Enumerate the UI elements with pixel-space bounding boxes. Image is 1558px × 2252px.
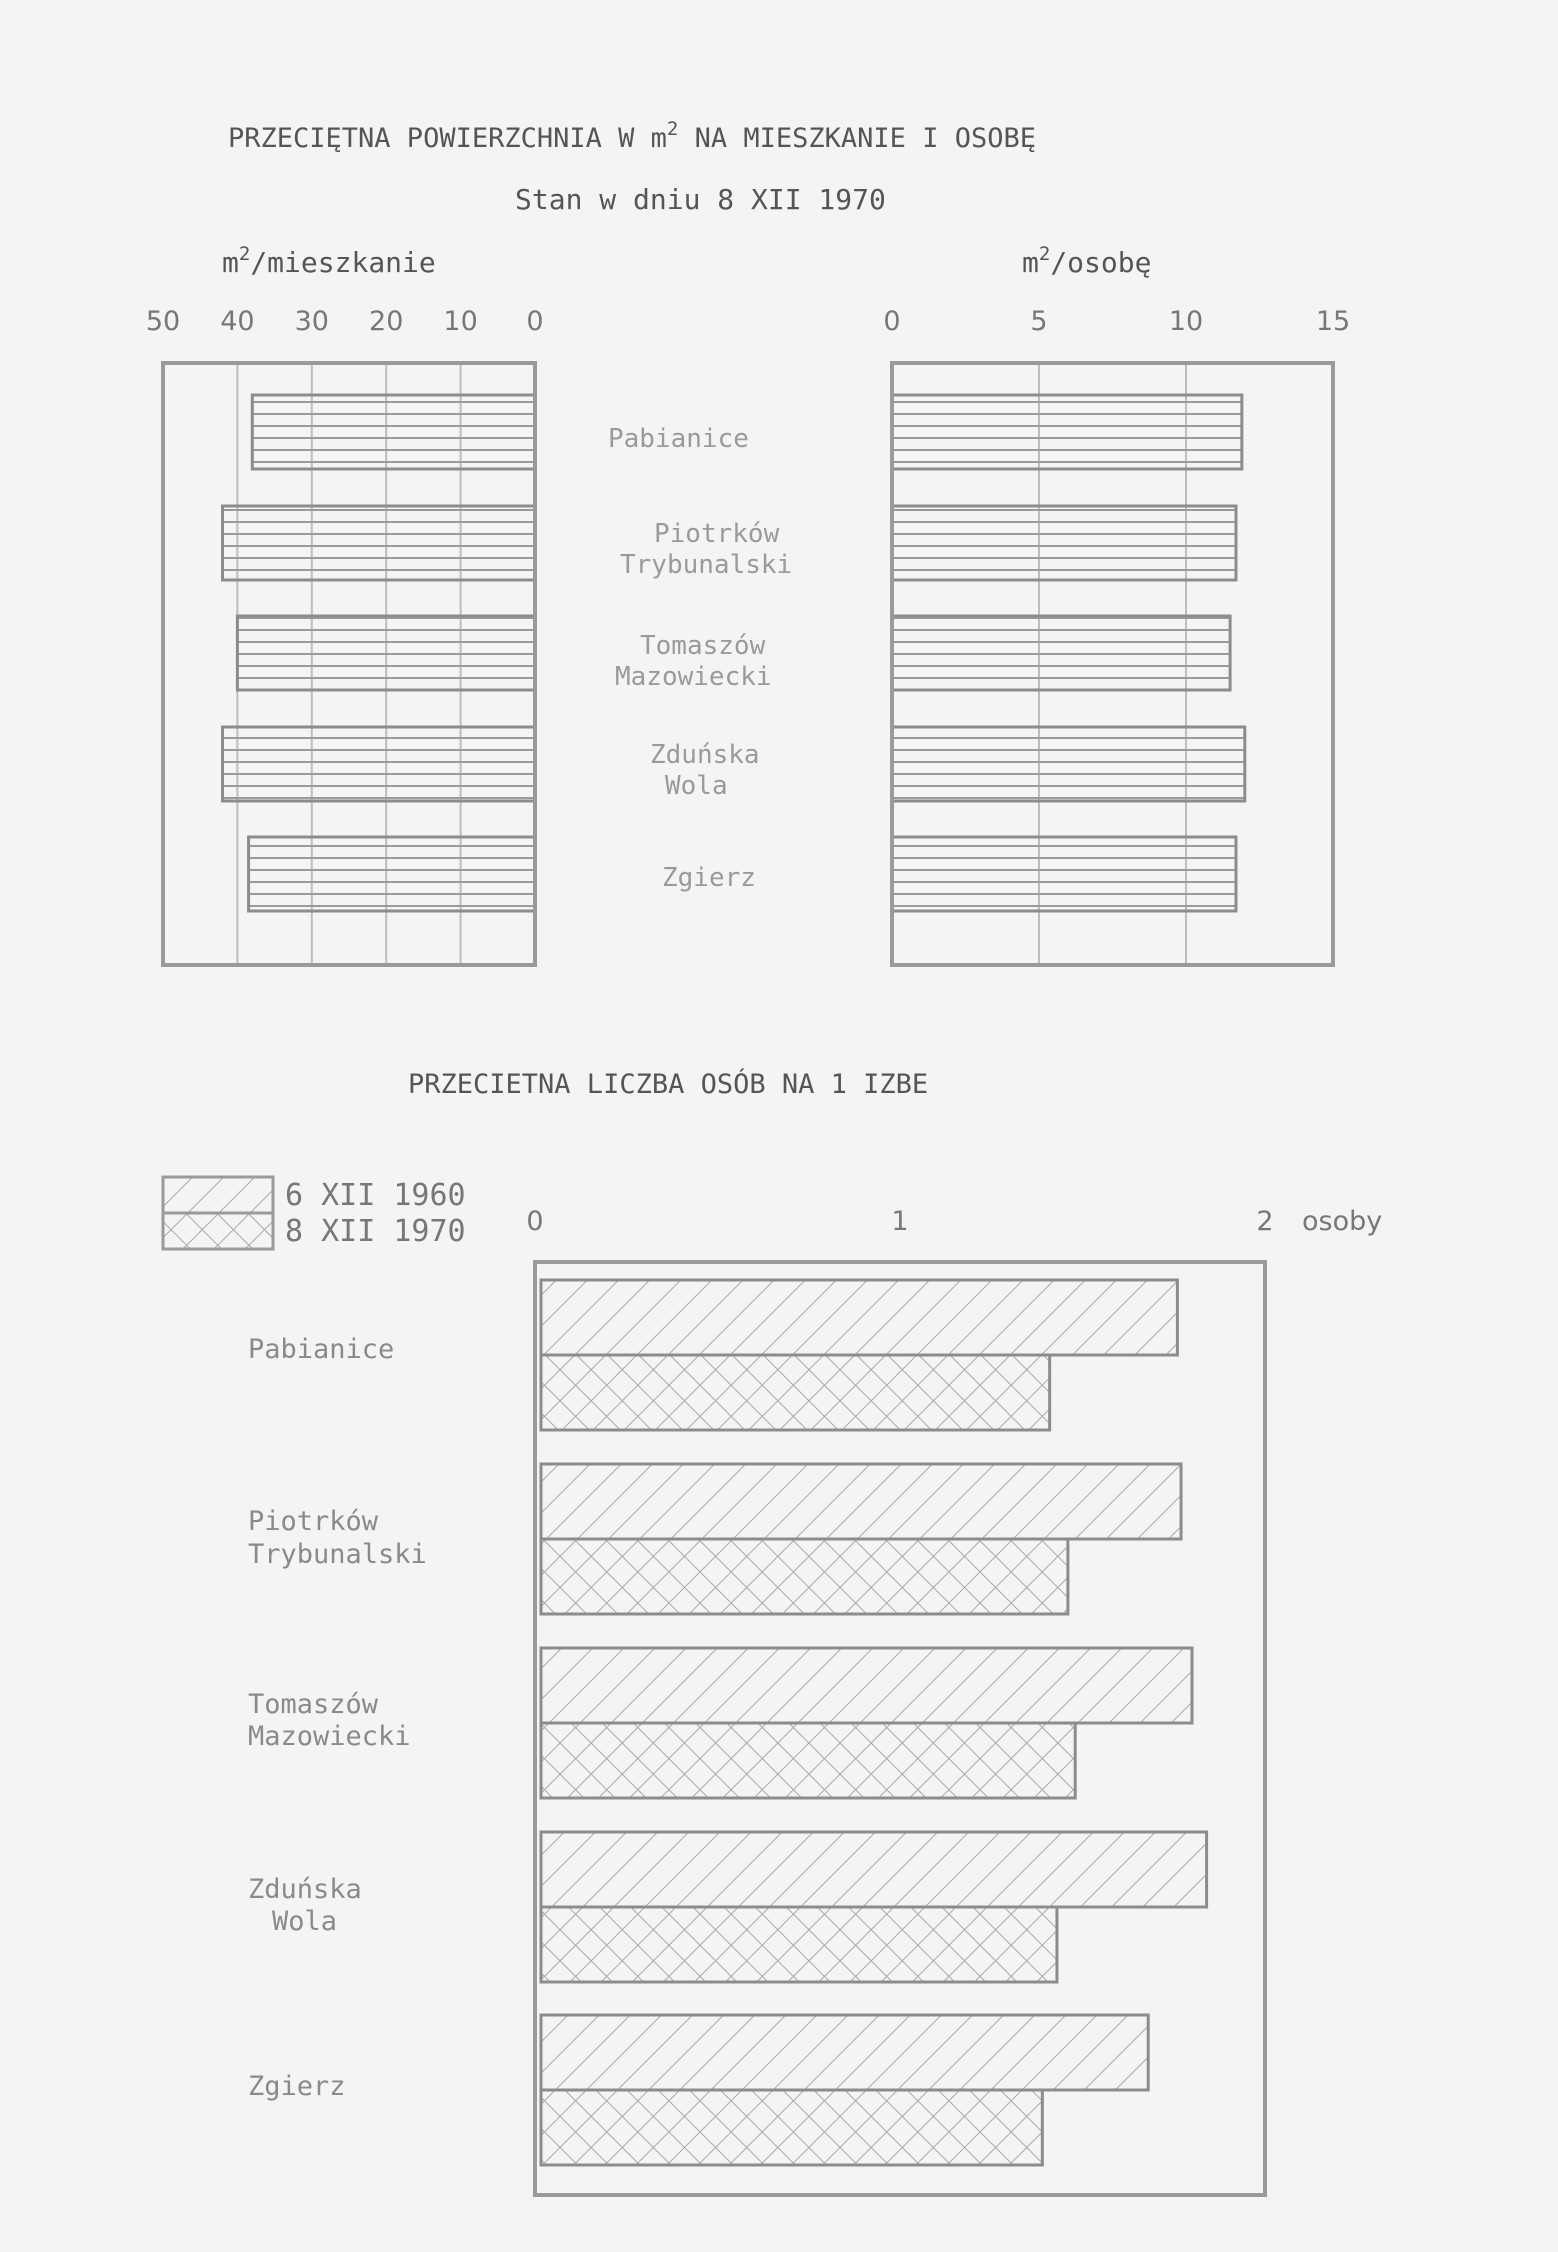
chart3-bar-zgierz-8-xii-1970: [541, 2090, 1042, 2165]
main-title: PRZECIĘTNA POWIERZCHNIA W $m^2$ NA MIESZKANIE I OSOBĘ: [228, 118, 1036, 154]
chart2-tick-15: 15: [1315, 306, 1351, 337]
chart3-bar-tomaszow-mazowiecki-8-xii-1970: [541, 1723, 1075, 1798]
chart3-bar-zdunska-wola-8-xii-1970: [541, 1907, 1057, 1982]
chart1-tick-0: 0: [526, 306, 544, 337]
bottom-label-trybunalski: Trybunalski: [248, 1539, 427, 1570]
chart1-bar-zdunska-wola: [223, 727, 535, 801]
unit-osoby: osoby: [1302, 1206, 1383, 1237]
legend-label-1960: 6 XII 1960: [285, 1178, 466, 1213]
chart2-tick-10: 10: [1168, 306, 1204, 337]
bottom-label-mazowiecki: Mazowiecki: [248, 1721, 411, 1752]
right-unit-label: $m^2$/osobę: [1022, 243, 1152, 279]
chart2-bar-tomaszow-mazowiecki: [892, 616, 1230, 690]
category-labels-bottom: [248, 1334, 427, 2102]
bottom-label-zgierz: Zgierz: [248, 2071, 346, 2102]
cat-label-piotrkow: Piotrków: [654, 519, 780, 549]
cat-label-zdunska: Zduńska: [650, 740, 760, 770]
bottom-label-tomaszow: Tomaszów: [248, 1689, 379, 1720]
cat-label-mazowiecki: Mazowiecki: [615, 662, 772, 692]
bottom-label-zdunska: Zduńska: [248, 1874, 362, 1905]
chart3-bar-tomaszow-mazowiecki-6-xii-1960: [541, 1648, 1192, 1723]
chart1-tick-40: 40: [220, 306, 255, 337]
chart1-bar-tomaszow-mazowiecki: [237, 616, 535, 690]
chart2-tick-0: 0: [883, 306, 901, 337]
chart3-bar-piotrkow-trybunalski-8-xii-1970: [541, 1539, 1068, 1614]
legend-label-1970: 8 XII 1970: [285, 1214, 466, 1249]
chart2-tick-5: 5: [1030, 306, 1048, 337]
legend-swatch-1970: [163, 1213, 273, 1249]
chart1-tick-30: 30: [294, 306, 329, 337]
chart3-bar-pabianice-6-xii-1960: [541, 1280, 1177, 1355]
chart2-bar-piotrkow-trybunalski: [892, 506, 1236, 580]
chart2-bar-zdunska-wola: [892, 727, 1245, 801]
cat-label-tomaszow: Tomaszów: [640, 631, 766, 661]
chart-area-per-dwelling: [146, 306, 544, 965]
chart1-tick-50: 50: [145, 306, 181, 337]
chart3-bar-zgierz-6-xii-1960: [541, 2015, 1148, 2090]
chart3-bar-zdunska-wola-6-xii-1960: [541, 1832, 1207, 1907]
left-unit-label: $m^2$/mieszkanie: [222, 243, 436, 279]
category-labels-top: [608, 424, 792, 893]
chart-persons-per-room: [526, 1206, 1382, 2195]
subtitle: Stan w dniu 8 XII 1970: [515, 183, 886, 216]
cat-label-pabianice: Pabianice: [608, 424, 749, 454]
chart1-bar-pabianice: [252, 395, 535, 469]
chart2-bar-pabianice: [892, 395, 1242, 469]
chart3-bar-piotrkow-trybunalski-6-xii-1960: [541, 1464, 1181, 1539]
chart1-tick-20: 20: [369, 306, 404, 337]
bottom-label-piotrkow: Piotrków: [248, 1506, 379, 1537]
second-title: PRZECIETNA LICZBA OSÓB NA 1 IZBE: [408, 1069, 929, 1100]
cat-label-trybunalski: Trybunalski: [620, 550, 793, 580]
chart3-tick-0: 0: [526, 1206, 544, 1237]
cat-label-zgierz: Zgierz: [662, 863, 756, 893]
chart3-tick-1: 1: [891, 1206, 909, 1237]
bottom-label-pabianice: Pabianice: [248, 1334, 395, 1365]
chart-area-per-person: [883, 306, 1350, 965]
chart3-tick-2: 2: [1256, 1206, 1274, 1237]
chart2-bar-zgierz: [892, 837, 1236, 911]
legend-swatch-1960: [163, 1177, 273, 1213]
cat-label-wola: Wola: [665, 771, 728, 801]
bottom-label-wola: Wola: [272, 1906, 338, 1937]
chart3-bar-pabianice-8-xii-1970: [541, 1355, 1050, 1430]
chart1-tick-10: 10: [443, 306, 478, 337]
legend: [163, 1177, 466, 1249]
chart1-bar-piotrkow-trybunalski: [223, 506, 535, 580]
chart1-bar-zgierz: [249, 837, 535, 911]
